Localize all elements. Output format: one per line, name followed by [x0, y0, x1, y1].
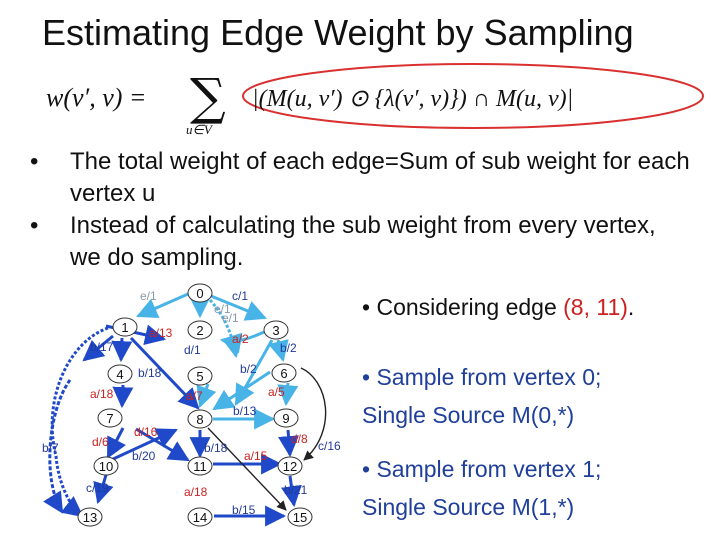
bullet-dot: • [30, 148, 39, 175]
edge-label: e/1 [214, 302, 231, 316]
graph-node [108, 365, 132, 383]
light-edges [138, 294, 288, 419]
bullet-item [30, 210, 690, 274]
sum-symbol: ∑ [190, 68, 226, 126]
edge-label: c/1 [232, 289, 249, 303]
formula-sum-subscript: u∈V [186, 122, 212, 137]
sample0-line1: Sample from vertex 0; [376, 364, 602, 390]
considering-prefix: Considering edge [376, 294, 564, 320]
graph-node [188, 321, 212, 339]
edge-label: b/7 [42, 441, 59, 455]
bullet-dot: • [362, 456, 371, 482]
graph-node [98, 409, 122, 427]
edge-label: a/2 [232, 332, 249, 346]
bullet-dot: • [30, 212, 39, 239]
graph-node [272, 364, 296, 382]
svg-text:2: 2 [196, 323, 204, 338]
edge [288, 430, 290, 455]
svg-text:13: 13 [82, 510, 98, 525]
edge-label: a/15 [244, 449, 268, 463]
edge-label: a/18 [184, 485, 208, 499]
bullet-dot: • [362, 364, 371, 390]
edge-label: a/5 [268, 385, 285, 399]
bullet-text: Instead of calculating the sub weight from every vertex, we do sampling. [70, 212, 656, 271]
edge [108, 428, 123, 457]
graph-node [188, 410, 212, 428]
sample1-line1: Sample from vertex 1; [376, 456, 602, 482]
bullet-item [30, 146, 690, 210]
edge-label: a/13 [149, 326, 173, 340]
graph-node [188, 367, 212, 385]
bullet-dot: • [362, 294, 371, 320]
sample-vertex-0-text [362, 358, 601, 434]
graph-node [113, 318, 137, 336]
edge-label: b/18 [204, 441, 228, 455]
edge-label: b/2 [240, 362, 257, 376]
sample1-line2: Single Source M(1,*) [362, 494, 575, 520]
black-edges [208, 368, 326, 510]
svg-text:5: 5 [196, 369, 204, 384]
edge-label: c/19 [86, 481, 109, 495]
edge-weight-formula [30, 62, 710, 142]
svg-text:1: 1 [121, 320, 129, 335]
considering-edge-text [362, 288, 634, 326]
edge [122, 385, 123, 406]
graph-node [94, 457, 118, 475]
edge-label: d/8 [291, 432, 308, 446]
edge-label: d/6 [92, 435, 109, 449]
graph-node [188, 457, 212, 475]
svg-text:12: 12 [282, 459, 298, 474]
bullet-list [30, 146, 690, 274]
edge-label: a/18 [90, 387, 114, 401]
edge [286, 383, 288, 404]
bullet-text: The total weight of each edge=Sum of sub weight for each vertex u [70, 148, 690, 207]
svg-text:9: 9 [282, 411, 290, 426]
edge-label: e/1 [140, 289, 157, 303]
edge-label: b/18 [138, 366, 162, 380]
formula-lhs: w(v′, v) = [46, 83, 147, 112]
graph-node [274, 409, 298, 427]
edge-label: a/7 [186, 389, 203, 403]
edge-label: b/2 [280, 341, 297, 355]
svg-text:11: 11 [193, 459, 207, 474]
edge-label: b/20 [132, 449, 156, 463]
graph-node [288, 508, 312, 526]
sample0-line2: Single Source M(0,*) [362, 402, 575, 428]
graph-node [78, 508, 102, 526]
svg-text:15: 15 [292, 510, 308, 525]
edge-label: e/1 [222, 311, 239, 325]
graph-node [188, 508, 212, 526]
edge-label: d/16 [134, 425, 158, 439]
edge-label: c/16 [318, 439, 341, 453]
svg-text:8: 8 [196, 412, 204, 427]
edge-label: d/1 [184, 343, 201, 357]
svg-text:10: 10 [98, 459, 114, 474]
svg-text:3: 3 [272, 323, 280, 338]
svg-text:14: 14 [192, 510, 208, 525]
edge-label: b/15 [232, 503, 256, 517]
sample-vertex-1-text [362, 450, 601, 526]
formula-rhs: |(M(u, v′) ⊙ {λ(v′, v)}) ∩ M(u, v)| [252, 86, 574, 112]
svg-text:6: 6 [280, 366, 288, 381]
graph-node [278, 457, 302, 475]
svg-text:7: 7 [106, 411, 114, 426]
graph-node [188, 284, 212, 302]
edge [121, 338, 122, 360]
svg-text:4: 4 [116, 367, 124, 382]
graph-diagram [28, 280, 360, 535]
edge-label: b/13 [233, 404, 257, 418]
edge-label: b/17 [90, 340, 114, 354]
graph-node [264, 321, 288, 339]
considering-suffix: . [627, 294, 635, 320]
edge-label: b/21 [284, 483, 308, 497]
svg-text:0: 0 [196, 286, 204, 301]
slide-title: Estimating Edge Weight by Sampling [42, 12, 634, 53]
considering-edge: (8, 11) [563, 294, 628, 320]
